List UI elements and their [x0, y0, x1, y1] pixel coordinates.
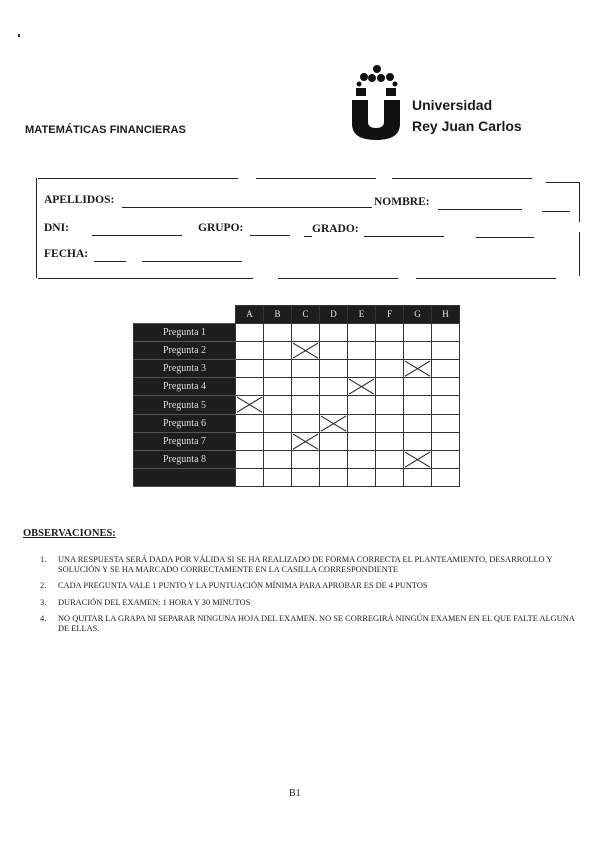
- observation-number: 2.: [40, 581, 47, 590]
- answer-cell-f[interactable]: [376, 360, 404, 378]
- answer-cell-a[interactable]: [236, 323, 264, 341]
- scan-mark: [18, 34, 20, 37]
- answer-cell-e[interactable]: [348, 323, 376, 341]
- answer-cell-a[interactable]: [236, 360, 264, 378]
- observations-title: OBSERVACIONES:: [23, 528, 116, 539]
- name-field[interactable]: [438, 209, 522, 210]
- dni-label: DNI:: [44, 222, 69, 234]
- answer-cell-b[interactable]: [264, 396, 292, 414]
- answer-cell-a[interactable]: [236, 451, 264, 469]
- observation-text: NO QUITAR LA GRAPA NI SEPARAR NINGUNA HOJA DEL EXAMEN. NO SE CORREGIRÁ NINGÚN EXAMEN EN EL QUE FALTE ALGUNA DE ELLAS.: [58, 614, 575, 633]
- answer-cell-g[interactable]: [404, 414, 432, 432]
- name-label: NOMBRE:: [374, 196, 430, 208]
- name-field-extra[interactable]: [542, 211, 570, 212]
- answer-cell-g[interactable]: [404, 432, 432, 450]
- answer-cell-h[interactable]: [432, 323, 460, 341]
- column-header-e: E: [348, 306, 376, 324]
- answer-cell-h[interactable]: [432, 469, 460, 487]
- answer-cell-g[interactable]: [404, 469, 432, 487]
- answer-cell-e[interactable]: [348, 341, 376, 359]
- answer-cell-a[interactable]: [236, 341, 264, 359]
- answer-cell-f[interactable]: [376, 451, 404, 469]
- answer-cell-g[interactable]: [404, 451, 432, 469]
- column-header-d: D: [320, 306, 348, 324]
- answer-cell-e[interactable]: [348, 432, 376, 450]
- answer-cell-c[interactable]: [292, 396, 320, 414]
- date-rest-field[interactable]: [142, 261, 242, 262]
- question-label: Pregunta 1: [134, 323, 236, 341]
- date-day-field[interactable]: [94, 261, 126, 262]
- cross-mark-icon: [404, 360, 431, 377]
- column-header-c: C: [292, 306, 320, 324]
- answer-cell-f[interactable]: [376, 323, 404, 341]
- answer-cell-d[interactable]: [320, 451, 348, 469]
- answer-cell-g[interactable]: [404, 378, 432, 396]
- answer-cell-c[interactable]: [292, 432, 320, 450]
- answer-cell-a[interactable]: [236, 432, 264, 450]
- page-code: B1: [289, 788, 301, 799]
- answer-cell-h[interactable]: [432, 360, 460, 378]
- question-row: [134, 360, 460, 378]
- surname-label: APELLIDOS:: [44, 194, 115, 206]
- observation-text: UNA RESPUESTA SERÁ DADA POR VÁLIDA SI SE HA REALIZADO DE FORMA CORRECTA EL PLANTEAMIENTO, DESARROLLO Y SOLUCIÓN Y SE HA MARCADO CORRECTAMENTE EN LA CASILLA CORRESPONDIENTE: [58, 555, 553, 574]
- answer-cell-f[interactable]: [376, 396, 404, 414]
- answer-cell-d[interactable]: [320, 469, 348, 487]
- answer-cell-a[interactable]: [236, 378, 264, 396]
- column-header-g: G: [404, 306, 432, 324]
- answer-cell-h[interactable]: [432, 378, 460, 396]
- question-row: [134, 414, 460, 432]
- answer-cell-e[interactable]: [348, 469, 376, 487]
- answer-cell-c[interactable]: [292, 323, 320, 341]
- group-label: GRUPO:: [198, 222, 244, 234]
- question-label: [134, 469, 236, 487]
- column-header-h: H: [432, 306, 460, 324]
- observation-number: 1.: [40, 555, 47, 564]
- answer-cell-c[interactable]: [292, 451, 320, 469]
- answer-cell-c[interactable]: [292, 378, 320, 396]
- column-header-a: A: [236, 306, 264, 324]
- question-row: [134, 378, 460, 396]
- answer-cell-f[interactable]: [376, 414, 404, 432]
- answer-cell-d[interactable]: [320, 414, 348, 432]
- answer-cell-h[interactable]: [432, 341, 460, 359]
- column-header-f: F: [376, 306, 404, 324]
- question-label: Pregunta 3: [134, 360, 236, 378]
- answer-cell-f[interactable]: [376, 469, 404, 487]
- university-name-line1: Universidad: [412, 97, 493, 113]
- date-label: FECHA:: [44, 248, 89, 260]
- answer-cell-a[interactable]: [236, 396, 264, 414]
- question-label: Pregunta 4: [134, 378, 236, 396]
- answer-cell-g[interactable]: [404, 341, 432, 359]
- answer-cell-d[interactable]: [320, 360, 348, 378]
- question-label: Pregunta 5: [134, 396, 236, 414]
- answer-cell-e[interactable]: [348, 360, 376, 378]
- answer-cell-c[interactable]: [292, 469, 320, 487]
- subject-title: MATEMÁTICAS FINANCIERAS: [25, 124, 186, 136]
- question-row: [134, 396, 460, 414]
- group-field[interactable]: [250, 235, 290, 236]
- question-row: [134, 341, 460, 359]
- question-label: Pregunta 8: [134, 451, 236, 469]
- cross-mark-icon: [320, 415, 347, 432]
- answer-cell-b[interactable]: [264, 360, 292, 378]
- university-logo-icon: [350, 64, 410, 140]
- observation-item: [40, 555, 580, 574]
- answer-cell-a[interactable]: [236, 469, 264, 487]
- answer-cell-d[interactable]: [320, 323, 348, 341]
- answer-cell-b[interactable]: [264, 378, 292, 396]
- question-label: Pregunta 6: [134, 414, 236, 432]
- answer-cell-h[interactable]: [432, 414, 460, 432]
- question-row: [134, 469, 460, 487]
- degree-label: GRADO:: [312, 223, 359, 235]
- cross-mark-icon: [236, 396, 263, 413]
- university-name: [412, 95, 522, 137]
- answer-cell-a[interactable]: [236, 414, 264, 432]
- answer-cell-d[interactable]: [320, 378, 348, 396]
- observation-number: 4.: [40, 614, 47, 623]
- observation-item: [40, 581, 580, 591]
- university-name-line2: Rey Juan Carlos: [412, 118, 522, 134]
- question-row: [134, 323, 460, 341]
- answer-cell-h[interactable]: [432, 396, 460, 414]
- cross-mark-icon: [348, 378, 375, 395]
- answer-cell-d[interactable]: [320, 396, 348, 414]
- answer-cell-d[interactable]: [320, 432, 348, 450]
- answer-cell-b[interactable]: [264, 323, 292, 341]
- answer-cell-b[interactable]: [264, 451, 292, 469]
- observation-text: DURACIÓN DEL EXAMEN: 1 HORA Y 30 MINUTOS: [58, 597, 251, 607]
- observation-item: [40, 598, 580, 608]
- student-info-box: [30, 170, 582, 282]
- cross-mark-icon: [404, 451, 431, 468]
- cross-mark-icon: [292, 342, 319, 359]
- answer-cell-c[interactable]: [292, 414, 320, 432]
- answer-cell-b[interactable]: [264, 341, 292, 359]
- observation-item: [40, 614, 580, 633]
- answer-cell-e[interactable]: [348, 451, 376, 469]
- column-header-b: B: [264, 306, 292, 324]
- answer-cell-g[interactable]: [404, 323, 432, 341]
- answer-cell-e[interactable]: [348, 378, 376, 396]
- grid-corner: [134, 306, 236, 324]
- answer-cell-h[interactable]: [432, 432, 460, 450]
- answer-cell-f[interactable]: [376, 378, 404, 396]
- answer-cell-c[interactable]: [292, 341, 320, 359]
- observations-list: [40, 555, 580, 640]
- cross-mark-icon: [292, 433, 319, 450]
- answer-cell-g[interactable]: [404, 396, 432, 414]
- answer-cell-e[interactable]: [348, 396, 376, 414]
- question-row: [134, 432, 460, 450]
- answer-cell-f[interactable]: [376, 432, 404, 450]
- answer-cell-f[interactable]: [376, 341, 404, 359]
- answer-cell-h[interactable]: [432, 451, 460, 469]
- degree-field[interactable]: [364, 236, 444, 237]
- observation-text: CADA PREGUNTA VALE 1 PUNTO Y LA PUNTUACIÓN MÍNIMA PARA APROBAR ES DE 4 PUNTOS: [58, 581, 428, 590]
- dni-field[interactable]: [92, 235, 182, 236]
- question-row: [134, 451, 460, 469]
- question-label: Pregunta 7: [134, 432, 236, 450]
- answer-grid: [133, 305, 460, 487]
- answer-cell-d[interactable]: [320, 341, 348, 359]
- degree-field-extra[interactable]: [476, 237, 534, 238]
- answer-cell-g[interactable]: [404, 360, 432, 378]
- answer-cell-e[interactable]: [348, 414, 376, 432]
- answer-cell-c[interactable]: [292, 360, 320, 378]
- surname-field[interactable]: [122, 207, 372, 208]
- question-label: Pregunta 2: [134, 341, 236, 359]
- answer-cell-b[interactable]: [264, 432, 292, 450]
- answer-cell-b[interactable]: [264, 414, 292, 432]
- answer-cell-b[interactable]: [264, 469, 292, 487]
- observation-number: 3.: [40, 597, 47, 607]
